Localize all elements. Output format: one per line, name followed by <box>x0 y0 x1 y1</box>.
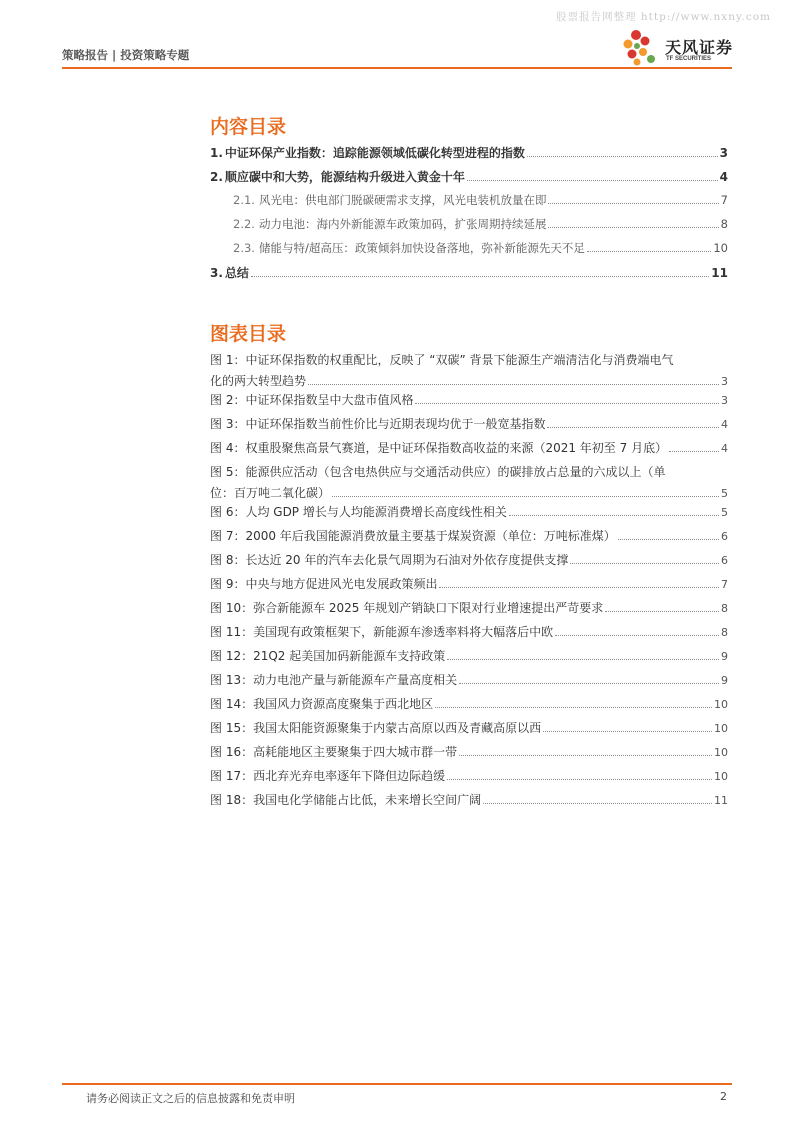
dot-leader <box>435 707 712 708</box>
figure-entry-page: 9 <box>721 674 728 687</box>
figure-entry[interactable] <box>210 647 728 664</box>
toc-entry[interactable] <box>210 264 728 281</box>
dot-leader <box>618 539 719 540</box>
dot-leader <box>543 731 712 732</box>
figure-entry-page: 3 <box>721 394 728 407</box>
figure-entry-text: 图 3：中证环保指数当前性价比与近期表现均优于一般宽基指数 <box>210 417 546 431</box>
figure-entry-text: 图 10：弥合新能源车 2025 年规划产销缺口下限对行业增速提出严苛要求 <box>210 601 604 615</box>
figure-entry-text: 图 18：我国电化学储能占比低，未来增长空间广阔 <box>210 793 482 807</box>
flower-logo-icon <box>623 29 663 67</box>
figure-entry-page: 10 <box>714 698 728 711</box>
figure-entry-page: 6 <box>721 554 728 567</box>
toc-entry-text: 风光电：供电部门脱碳硬需求支撑，风光电装机放量在即 <box>258 193 547 207</box>
figure-entry[interactable] <box>210 719 728 736</box>
figure-entry-text: 图 16：高耗能地区主要聚集于四大城市群一带 <box>210 745 458 759</box>
dot-leader <box>527 156 718 157</box>
dot-leader <box>308 384 719 385</box>
dot-leader <box>587 251 712 252</box>
figure-entry[interactable] <box>210 391 728 408</box>
footer-divider <box>62 1083 732 1085</box>
figure-entry-page: 4 <box>721 418 728 431</box>
figure-entry[interactable] <box>210 767 728 784</box>
figure-entry-text: 图 12：21Q2 起美国加码新能源车支持政策 <box>210 649 446 663</box>
toc-entry-text: 中证环保产业指数：追踪能源领域低碳化转型进程的指数 <box>224 146 525 160</box>
figure-entry[interactable] <box>210 415 728 432</box>
figure-entry-text-cont: 化的两大转型趋势 <box>210 374 307 388</box>
figure-entry-text: 图 14：我国风力资源高度聚集于西北地区 <box>210 697 434 711</box>
dot-leader <box>669 451 719 452</box>
dot-leader <box>467 180 718 181</box>
dot-leader <box>447 659 719 660</box>
logo-chinese-name: 天风证券 <box>665 38 734 57</box>
dot-leader <box>459 755 712 756</box>
toc-entry-text: 储能与特/超高压：政策倾斜加快设备落地，弥补新能源先天不足 <box>258 241 585 255</box>
page-number: 2 <box>720 1090 727 1103</box>
dot-leader <box>509 515 719 516</box>
toc-subentry[interactable] <box>233 240 728 256</box>
toc-entry-page: 11 <box>711 266 728 280</box>
figure-entry-page: 10 <box>714 770 728 783</box>
toc-entry-number: 1. <box>210 146 223 160</box>
toc-entry-page: 8 <box>720 217 728 231</box>
toc-entry[interactable] <box>210 144 728 161</box>
dot-leader <box>332 496 719 497</box>
watermark: 股票报告网整理 http://www.nxny.com <box>556 11 771 23</box>
toc-subentry[interactable] <box>233 216 728 232</box>
figure-entry-page: 3 <box>721 375 728 388</box>
toc-entry-page: 3 <box>719 146 728 160</box>
figure-entry[interactable] <box>210 551 728 568</box>
figure-entry[interactable] <box>210 439 728 456</box>
figure-entry-text: 图 9：中央与地方促进风光电发展政策频出 <box>210 577 438 591</box>
figure-entry[interactable] <box>210 695 728 712</box>
dot-leader <box>555 635 719 636</box>
dot-leader <box>605 611 719 612</box>
dot-leader <box>483 803 712 804</box>
toc-entry-text: 总结 <box>224 266 249 280</box>
figure-entry-text: 图 5：能源供应活动（包含电热供应与交通活动供应）的碳排放占总量的六成以上（单 <box>210 465 666 479</box>
figure-entry-text-cont: 位：百万吨二氧化碳） <box>210 486 331 500</box>
figure-entry-text: 图 8：长达近 20 年的汽车去化景气周期为石油对外依存度提供支撑 <box>210 553 569 567</box>
dot-leader <box>548 203 718 204</box>
footer-disclaimer: 请务必阅读正文之后的信息披露和免责申明 <box>86 1092 295 1105</box>
figure-entry-page: 7 <box>721 578 728 591</box>
figure-entry-text: 图 2：中证环保指数呈中大盘市值风格 <box>210 393 414 407</box>
toc-entry-text: 顺应碳中和大势，能源结构升级进入黄金十年 <box>224 170 465 184</box>
toc-entry-number: 2.3. <box>233 241 255 255</box>
toc-subentry[interactable] <box>233 192 728 208</box>
logo-english-name: TF SECURITIES <box>666 56 712 62</box>
report-category: 策略报告 | 投资策略专题 <box>62 48 190 62</box>
header-divider <box>62 67 732 69</box>
toc-entry-number: 3. <box>210 266 223 280</box>
company-logo <box>623 29 735 67</box>
figure-entry-page: 10 <box>714 746 728 759</box>
figure-entry[interactable] <box>210 623 728 640</box>
figure-entry-text: 图 6：人均 GDP 增长与人均能源消费增长高度线性相关 <box>210 505 507 519</box>
figure-entry-page: 10 <box>714 722 728 735</box>
dot-leader <box>251 276 709 277</box>
figure-entry-page: 11 <box>714 794 728 807</box>
toc-title: 内容目录 <box>210 116 287 138</box>
figure-entry[interactable] <box>210 671 728 688</box>
toc-entry-page: 10 <box>713 241 728 255</box>
figure-entry-page: 4 <box>721 442 728 455</box>
figure-entry-page: 5 <box>721 506 728 519</box>
figure-entry[interactable] <box>210 527 728 544</box>
figure-entry-text: 图 13：动力电池产量与新能源车产量高度相关 <box>210 673 458 687</box>
figure-entry-text: 图 11：美国现有政策框架下，新能源车渗透率料将大幅落后中欧 <box>210 625 554 639</box>
toc-entry-page: 4 <box>719 170 728 184</box>
figure-entry-text: 图 4：权重股聚焦高景气赛道，是中证环保指数高收益的来源（2021 年初至 7 月底） <box>210 441 668 455</box>
toc-entry-number: 2.2. <box>233 217 255 231</box>
dot-leader <box>447 779 712 780</box>
figure-entry-text: 图 7：2000 年后我国能源消费放量主要基于煤炭资源（单位：万吨标准煤） <box>210 529 616 543</box>
dot-leader <box>570 563 719 564</box>
figure-entry[interactable] <box>210 791 728 808</box>
toc-entry[interactable] <box>210 168 728 185</box>
toc-entry-number: 2.1. <box>233 193 255 207</box>
figure-entry-page: 8 <box>721 626 728 639</box>
toc-entry-page: 7 <box>720 193 728 207</box>
dot-leader <box>439 587 719 588</box>
toc-entry-number: 2. <box>210 170 223 184</box>
figure-entry-page: 9 <box>721 650 728 663</box>
figure-entry[interactable] <box>210 599 728 616</box>
figure-entry-text: 图 1：中证环保指数的权重配比，反映了 “双碳” 背景下能源生产端清洁化与消费端电气 <box>210 353 674 367</box>
dot-leader <box>415 403 719 404</box>
figure-entry-text: 图 17：西北弃光弃电率逐年下降但边际趋缓 <box>210 769 446 783</box>
figure-entry[interactable] <box>210 351 728 389</box>
toc-entry-text: 动力电池：海内外新能源车政策加码，扩张周期持续延展 <box>258 217 547 231</box>
figure-entry[interactable] <box>210 503 728 520</box>
dot-leader <box>459 683 719 684</box>
dot-leader <box>548 227 718 228</box>
figure-entry[interactable] <box>210 463 728 501</box>
figure-entry-text: 图 15：我国太阳能资源聚集于内蒙古高原以西及青藏高原以西 <box>210 721 542 735</box>
figure-entry-page: 8 <box>721 602 728 615</box>
figure-entry[interactable] <box>210 743 728 760</box>
dot-leader <box>547 427 719 428</box>
figure-entry-page: 6 <box>721 530 728 543</box>
figures-toc-title: 图表目录 <box>210 323 287 345</box>
figure-entry-page: 5 <box>721 487 728 500</box>
figure-entry[interactable] <box>210 575 728 592</box>
